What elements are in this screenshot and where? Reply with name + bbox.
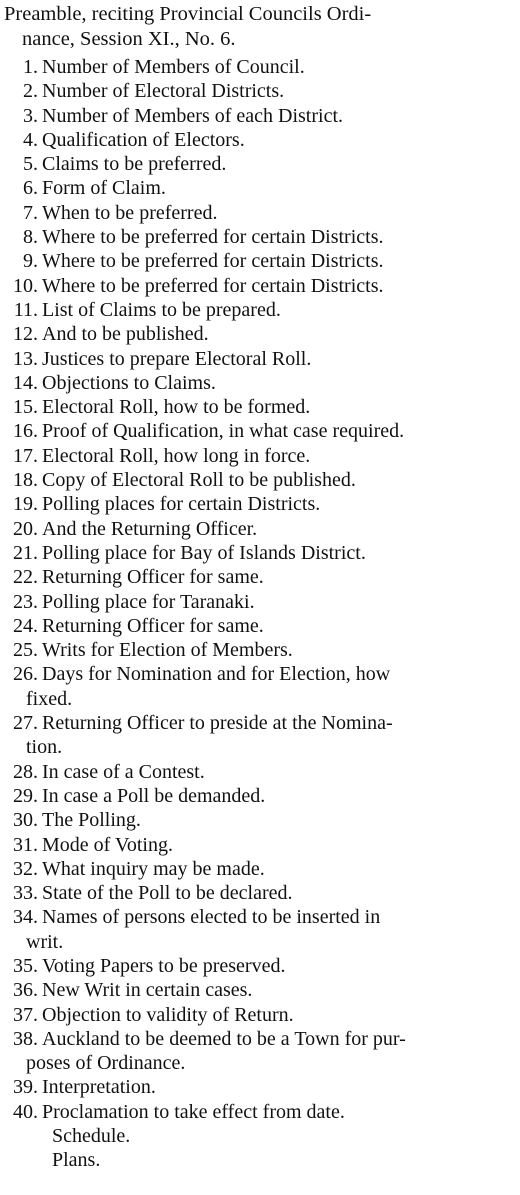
section-heading: And to be published. [42,323,209,346]
list-item [0,79,520,103]
section-number: 4. [23,128,38,151]
section-heading-continuation: fixed. [26,687,73,710]
list-item [0,614,520,638]
section-heading: What inquiry may be made. [42,857,265,880]
section-heading: Polling places for certain Districts. [42,493,321,516]
list-item [0,395,520,419]
list-item [0,104,520,128]
preamble [4,2,516,51]
section-number: 1. [23,56,38,78]
list-item [0,128,520,152]
section-heading: Electoral Roll, how long in force. [42,444,311,467]
list-item [0,760,520,784]
section-heading: Proclamation to take effect from date. [42,1100,345,1123]
section-number: 32. [13,857,38,880]
section-number: 11. [13,298,38,321]
section-number: 6. [23,177,38,200]
section-heading: And the Returning Officer. [42,517,258,540]
section-heading: Proof of Qualification, in what case required. [42,420,405,443]
list-item [0,371,520,395]
section-number: 36. [13,979,38,1002]
section-heading: Where to be preferred for certain Districts. [42,226,384,249]
section-heading: Names of persons elected to be inserted in [42,906,381,929]
section-heading: The Polling. [42,809,141,832]
section-heading: Number of Members of each District. [42,104,344,127]
section-number: 40. [13,1100,38,1123]
section-number: 17. [13,444,38,467]
section-number: 24. [13,614,38,637]
list-item [0,444,520,468]
section-heading: New Writ in certain cases. [42,979,253,1002]
section-heading: Interpretation. [42,1076,156,1099]
section-number: 9. [23,250,38,273]
list-item [0,565,520,589]
section-number: 35. [13,954,38,977]
section-heading: Mode of Voting. [42,833,173,856]
section-number: 18. [13,469,38,492]
section-heading-continuation: tion. [26,736,63,759]
section-heading: List of Claims to be prepared. [42,298,281,321]
section-heading: Copy of Electoral Roll to be published. [42,469,356,492]
section-heading: Voting Papers to be preserved. [42,954,286,977]
list-item [0,201,520,225]
list-item [0,833,520,857]
list-item [0,55,520,79]
section-number: 30. [13,809,38,832]
list-item [0,541,520,565]
section-heading: Objection to validity of Return. [42,1003,294,1026]
list-item [0,298,520,322]
section-heading: Returning Officer for same. [42,566,264,589]
section-number: 38. [13,1027,38,1050]
section-number: 3. [23,104,38,127]
section-heading: Days for Nomination and for Election, how [42,663,391,686]
list-item [0,152,520,176]
section-number: 10. [13,274,38,297]
preamble-line-2: nance, Session XI., No. 6. [22,27,236,50]
list-item [0,638,520,662]
section-number: 19. [13,493,38,516]
list-item [0,978,520,1002]
section-number: 33. [13,882,38,905]
section-heading: Auckland to be deemed to be a Town for pur- [42,1027,406,1050]
section-number: 29. [13,784,38,807]
list-item [0,176,520,200]
schedule-label: Schedule. [52,1125,131,1148]
list-item [0,468,520,492]
section-number: 5. [23,153,38,176]
section-number: 16. [13,420,38,443]
section-number: 26. [13,663,38,686]
section-number: 39. [13,1076,38,1099]
list-item [0,1027,520,1076]
section-number: 15. [13,396,38,419]
section-heading: Writs for Election of Members. [42,639,293,662]
list-item [0,881,520,905]
section-number: 20. [13,517,38,540]
section-heading: Number of Electoral Districts. [42,80,285,103]
list-item [0,274,520,298]
section-heading: Where to be preferred for certain Districts. [42,250,384,273]
section-heading: In case of a Contest. [42,760,205,783]
section-heading: Qualification of Electors. [42,128,245,151]
section-number: 27. [13,712,38,735]
list-item [0,322,520,346]
list-item [0,905,520,954]
list-item [0,1003,520,1027]
section-heading: Electoral Roll, how to be formed. [42,396,311,419]
section-heading: Number of Members of Council. [42,56,305,78]
section-number: 25. [13,639,38,662]
section-heading: Form of Claim. [42,177,166,200]
list-item [0,711,520,760]
plans-label: Plans. [52,1149,101,1172]
section-heading: Returning Officer for same. [42,614,264,637]
list-item [0,590,520,614]
section-heading: Claims to be preferred. [42,153,227,176]
section-heading: In case a Poll be demanded. [42,784,266,807]
list-item [0,249,520,273]
section-number: 28. [13,760,38,783]
section-number: 34. [13,906,38,929]
section-number: 12. [13,323,38,346]
list-item [0,784,520,808]
list-item [0,492,520,516]
section-number: 22. [13,566,38,589]
section-number: 23. [13,590,38,613]
section-heading: When to be preferred. [42,201,218,224]
list-item [0,347,520,371]
list-item [0,225,520,249]
list-item [0,857,520,881]
section-heading: Returning Officer to preside at the Nomina- [42,712,393,735]
list-item [0,808,520,832]
list-item [0,1100,520,1124]
list-item [0,1075,520,1099]
section-number: 7. [23,201,38,224]
section-number: 21. [13,541,38,564]
section-number: 13. [13,347,38,370]
section-number: 2. [23,80,38,103]
preamble-line-1: Preamble, reciting Provincial Councils Ordi- [4,3,372,25]
section-heading: Objections to Claims. [42,371,216,394]
section-heading-continuation: poses of Ordinance. [26,1052,186,1075]
section-number: 8. [23,226,38,249]
section-heading: Polling place for Bay of Islands District. [42,541,366,564]
section-heading: Justices to prepare Electoral Roll. [42,347,312,370]
section-heading: Polling place for Taranaki. [42,590,255,613]
section-heading: State of the Poll to be declared. [42,882,293,905]
list-item [0,517,520,541]
section-number: 37. [13,1003,38,1026]
list-item [0,662,520,711]
section-number: 31. [13,833,38,856]
section-number: 14. [13,371,38,394]
section-heading: Where to be preferred for certain Districts. [42,274,384,297]
section-list [0,55,520,1173]
list-item [0,954,520,978]
section-heading-continuation: writ. [26,930,64,953]
list-item [0,419,520,443]
